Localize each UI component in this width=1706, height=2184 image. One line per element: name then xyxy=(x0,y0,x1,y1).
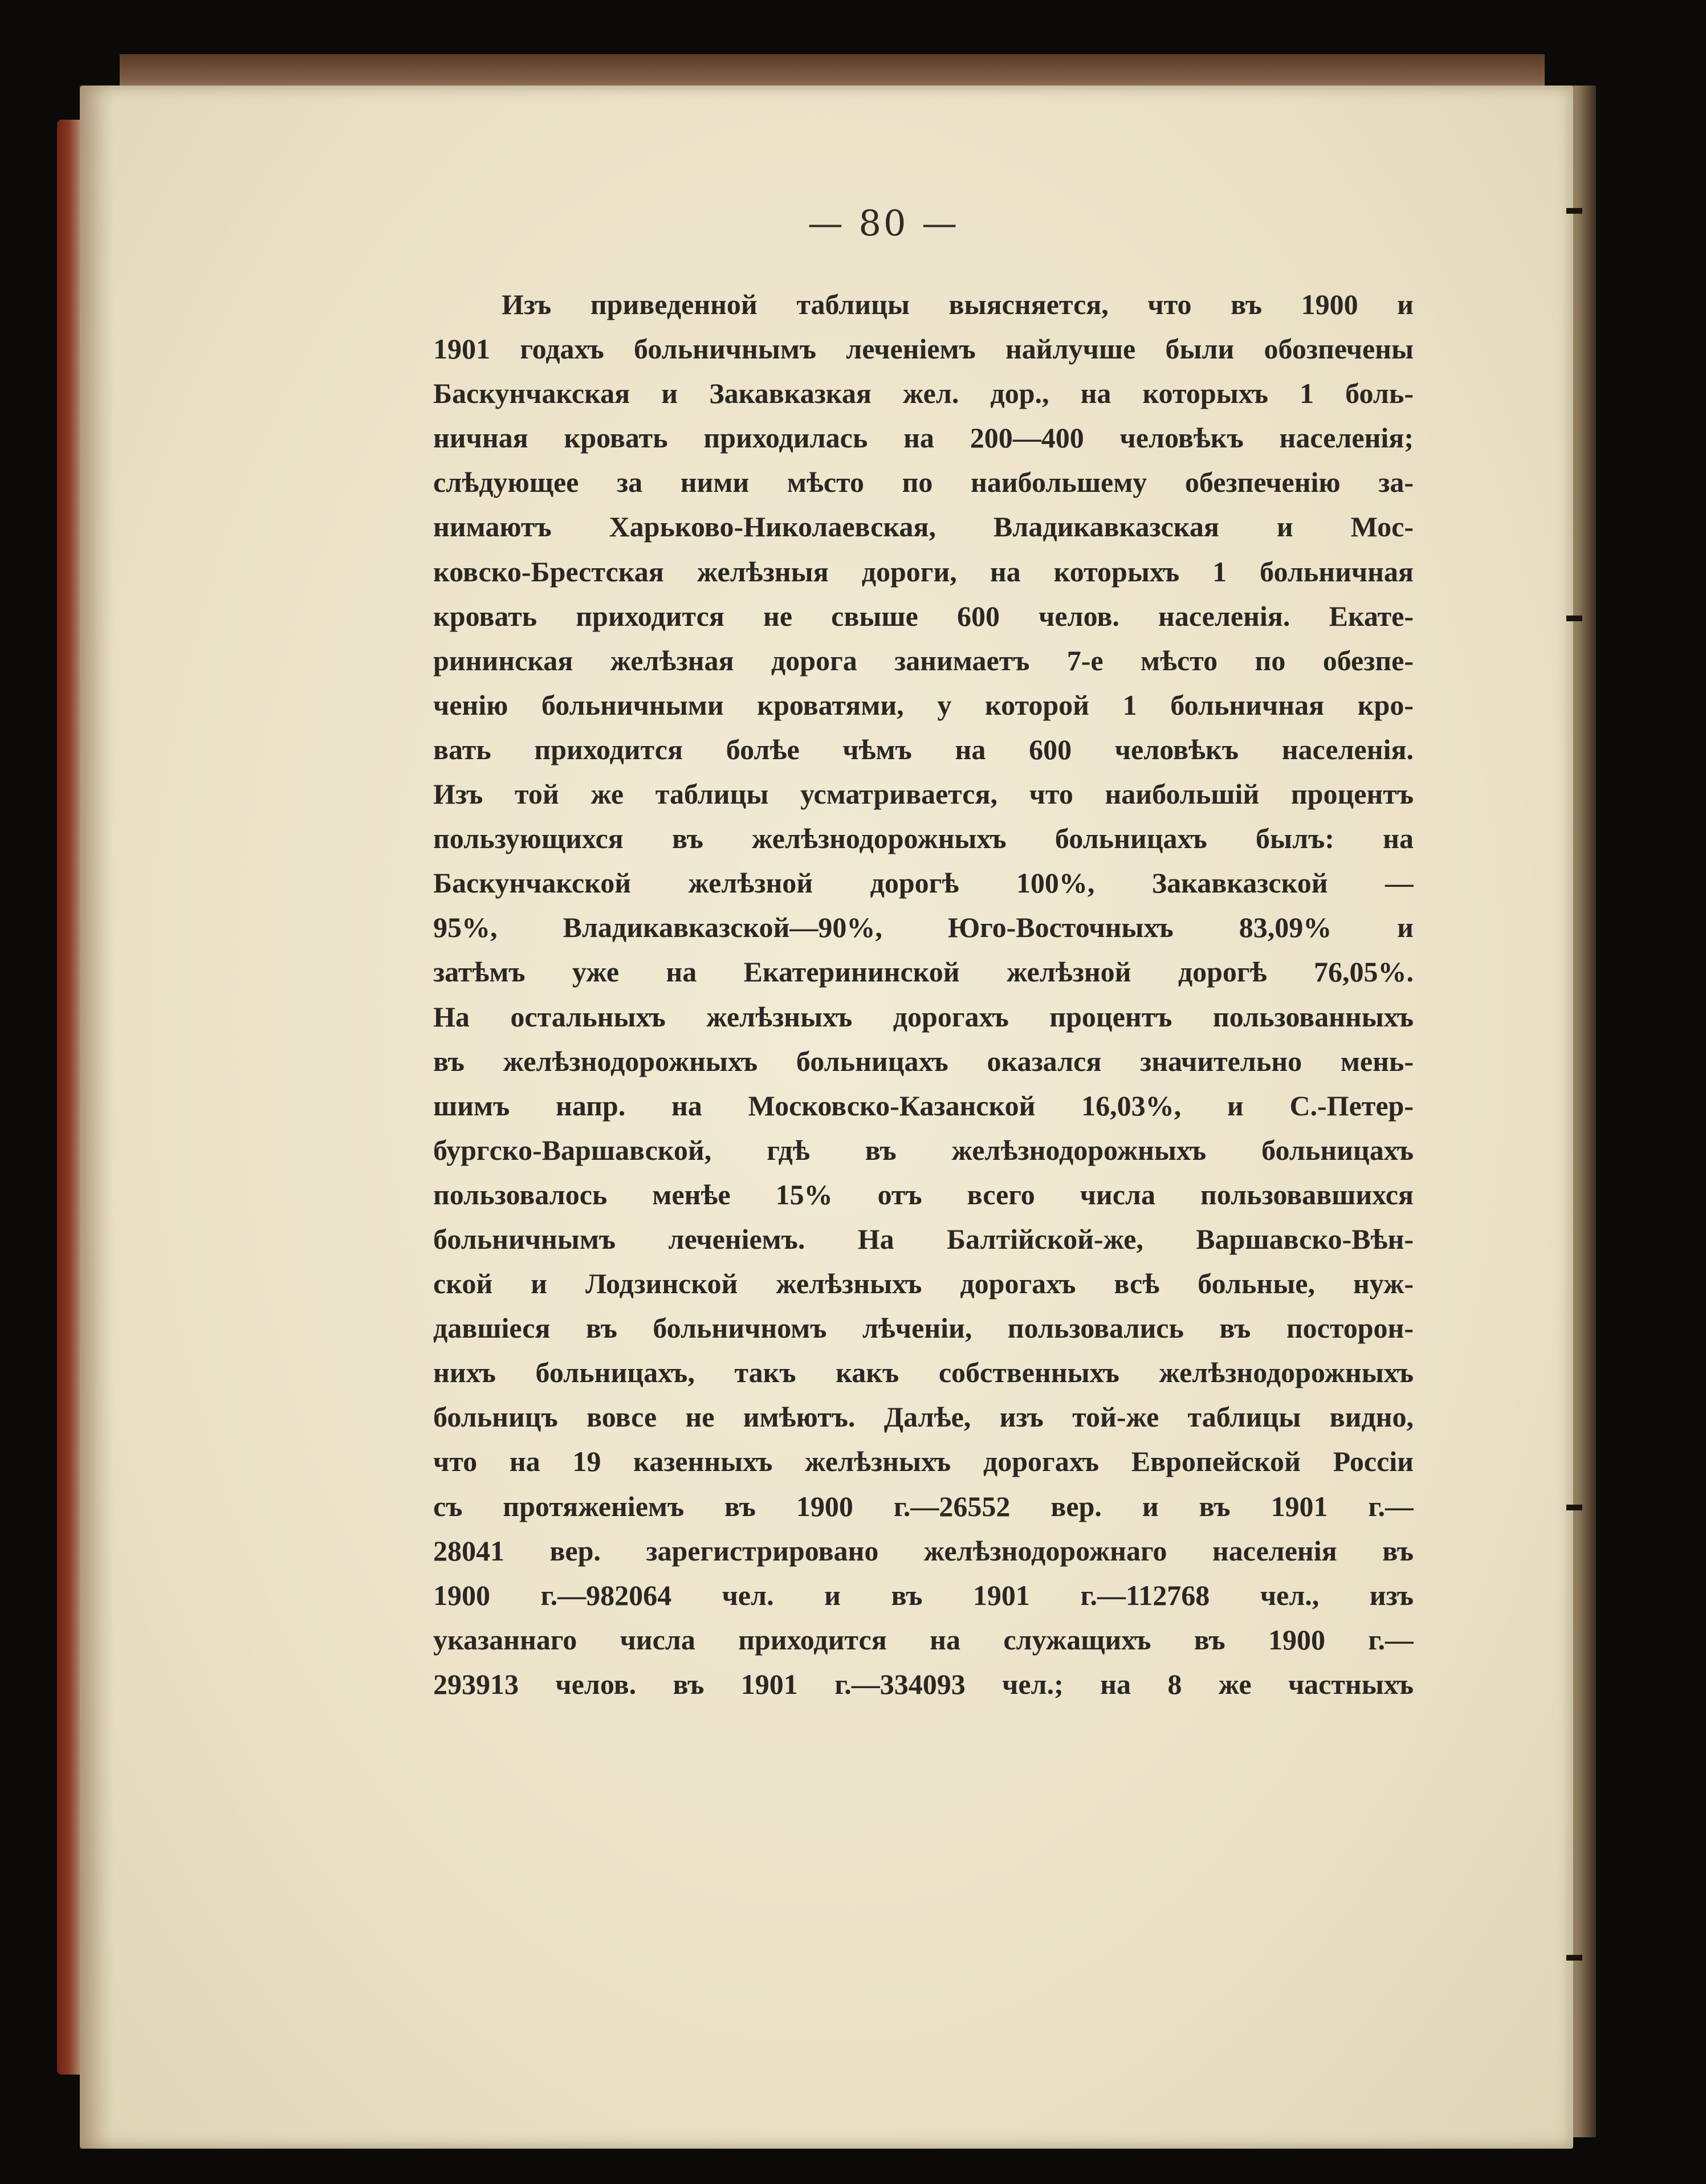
text-line: Баскунчакской желѣзной дорогѣ 100%, Закавказской — xyxy=(433,867,1414,899)
text-line: 1901 годахъ больничнымъ леченіемъ найлучше были обозпечены xyxy=(433,333,1414,365)
page-number: — 80 — xyxy=(807,202,960,244)
text-line: въ желѣзнодорожныхъ больницахъ оказался значительно мень- xyxy=(433,1045,1414,1077)
text-line: указаннаго числа приходится на служащихъ въ 1900 г.— xyxy=(433,1623,1414,1656)
text-line: На остальныхъ желѣзныхъ дорогахъ процентъ пользованныхъ xyxy=(433,1000,1414,1033)
text-line: кровать приходится не свыше 600 челов. населенія. Екате- xyxy=(433,600,1414,632)
text-line: давшіеся въ больничномъ лѣченіи, пользовались въ посторон- xyxy=(433,1312,1414,1344)
text-line: пользующихся въ желѣзнодорожныхъ больницахъ былъ: на xyxy=(433,822,1414,855)
text-line: что на 19 казенныхъ желѣзныхъ дорогахъ Европейской Россіи xyxy=(433,1445,1414,1478)
text-line: слѣдующее за ними мѣсто по наибольшему обезпеченію за- xyxy=(433,466,1414,499)
text-line: ской и Лодзинской желѣзныхъ дорогахъ всѣ больные, нуж- xyxy=(433,1268,1414,1300)
body-text xyxy=(433,282,1414,1706)
text-line: 95%, Владикавказской—90%, Юго-Восточныхъ 83,09% и xyxy=(433,911,1414,944)
text-line: вать приходится болѣе чѣмъ на 600 человѣкъ населенія. xyxy=(433,733,1414,765)
page-edge-mark xyxy=(1566,1505,1582,1510)
text-line: 1900 г.—982064 чел. и въ 1901 г.—112768 чел., изъ xyxy=(433,1579,1414,1611)
text-line: Изъ той же таблицы усматривается, что наибольшій процентъ xyxy=(433,778,1414,810)
text-line: бургско-Варшавской, гдѣ въ желѣзнодорожныхъ больницахъ xyxy=(433,1134,1414,1166)
text-line: съ протяженіемъ въ 1900 г.—26552 вер. и въ 1901 г.— xyxy=(433,1490,1414,1522)
text-line: больничнымъ леченіемъ. На Балтійской-же, Варшавско-Вѣн- xyxy=(433,1223,1414,1255)
text-line: ничная кровать приходилась на 200—400 человѣкъ населенія; xyxy=(433,422,1414,454)
page-edge-mark xyxy=(1566,208,1582,214)
text-line: больницъ вовсе не имѣютъ. Далѣе, изъ той-же таблицы видно, xyxy=(433,1401,1414,1433)
text-line: 28041 вер. зарегистрировано желѣзнодорожнаго населенія въ xyxy=(433,1534,1414,1567)
text-line: нихъ больницахъ, такъ какъ собственныхъ желѣзнодорожныхъ xyxy=(433,1356,1414,1389)
text-line: затѣмъ уже на Екатерининской желѣзной дорогѣ 76,05%. xyxy=(433,956,1414,988)
text-line: пользовалось менѣе 15% отъ всего числа пользовавшихся xyxy=(433,1178,1414,1211)
page-edge-mark xyxy=(1566,1955,1582,1961)
text-line: ченію больничными кроватями, у которой 1 больничная кро- xyxy=(433,688,1414,721)
text-line: нимаютъ Харьково-Николаевская, Владикавказская и Мос- xyxy=(433,511,1414,543)
text-line: 293913 челов. въ 1901 г.—334093 чел.; на 8 же частныхъ xyxy=(433,1668,1414,1700)
page-gutter-shadow xyxy=(80,85,114,2149)
text-line: ковско-Брестская желѣзныя дороги, на которыхъ 1 больничная xyxy=(433,555,1414,588)
text-line: Баскунчакская и Закавказкая жел. дор., на которыхъ 1 боль- xyxy=(433,377,1414,410)
text-line: шимъ напр. на Московско-Казанской 16,03%, и С.-Петер- xyxy=(433,1089,1414,1122)
page-edge-mark xyxy=(1566,616,1582,621)
text-line: Изъ приведенной таблицы выясняется, что въ 1900 и xyxy=(502,288,1414,320)
text-line: рининская желѣзная дорога занимаетъ 7-е мѣсто по обезпе- xyxy=(433,644,1414,677)
